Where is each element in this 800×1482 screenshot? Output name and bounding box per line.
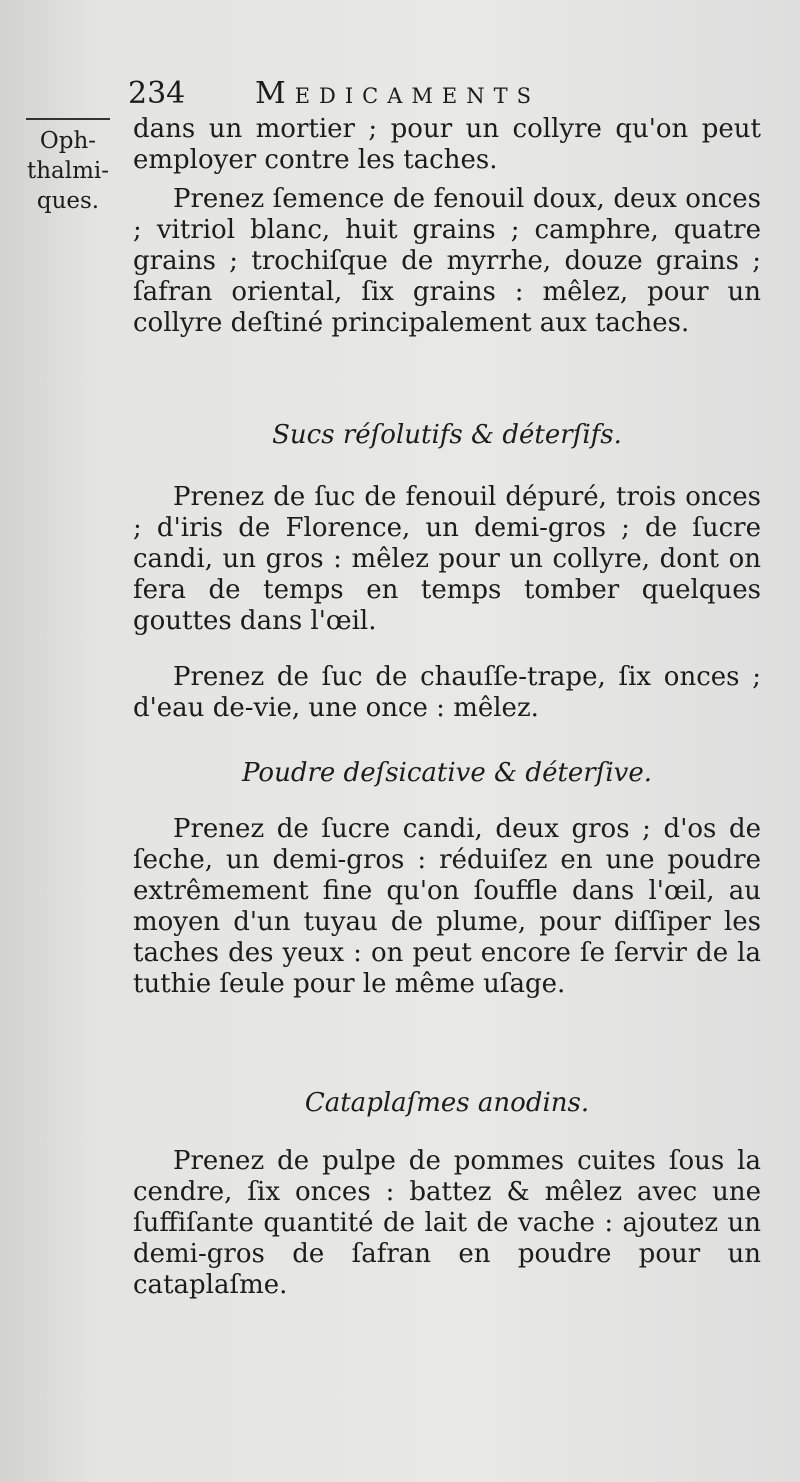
recipe-sucs-2-text: Prenez de ſuc de chauſſe-trape, ſix onces ; d'eau de-vie, une once : mêlez.: [133, 662, 761, 723]
paragraph-recipe-cataplasme: [133, 1146, 761, 1301]
section-heading-cataplasmes: Cataplaſmes anodins.: [304, 1088, 590, 1118]
section-heading-sucs: Sucs réſolutifs & déterſifs.: [272, 420, 622, 450]
margin-note-line: thalmi-: [26, 158, 110, 184]
paragraph-recipe-fenouil: [133, 184, 761, 339]
margin-note-line: Oph-: [39, 128, 97, 154]
running-head: [120, 72, 720, 116]
paragraph-recipe-sucs-2: [133, 662, 761, 724]
intro-text: dans un mortier ; pour un collyre qu'on peut employer contre les taches.: [133, 114, 761, 175]
recipe-poudre-text: Prenez de ſucre candi, deux gros ; d'os de ſeche, un demi-gros : réduiſez en une poudre extrêmement fine qu'on ſouffle dans l'œil, au moyen d'un tuyau de plume, pour diſſiper les taches des yeux : on peut encore ſe ſervir de la tuthie ſeule pour le même uſage.: [133, 814, 761, 999]
recipe-cataplasme-text: Prenez de pulpe de pommes cuites ſous la cendre, ſix onces : battez & mêlez avec une ſuffiſante quantité de lait de vache : ajoutez un demi-gros de ſafran en poudre pour un cataplaſme.: [133, 1146, 761, 1300]
margin-note-line: ques.: [36, 188, 100, 214]
paragraph-recipe-poudre: [133, 814, 761, 1000]
page-number: 234: [128, 76, 186, 111]
paragraph-recipe-sucs-1: [133, 482, 761, 637]
recipe-fenouil-text: Prenez ſemence de fenouil doux, deux onces ; vitriol blanc, huit grains ; camphre, quatre grains ; trochiſque de myrrhe, douze grains ; ſafran oriental, ſix grains : mêlez, pour un collyre deſtiné principalement aux taches.: [133, 184, 761, 338]
section-heading-poudre: Poudre deſsicative & déterſive.: [241, 758, 653, 788]
paragraph-intro: [133, 114, 761, 176]
margin-rule: [26, 118, 110, 120]
margin-note: [18, 126, 118, 216]
running-title: Medicaments: [255, 76, 541, 111]
recipe-sucs-1-text: Prenez de ſuc de fenouil dépuré, trois onces ; d'iris de Florence, un demi-gros ; de ſucre candi, un gros : mêlez pour un collyre, dont on fera de temps en temps tomber quelques gouttes dans l'œil.: [133, 482, 761, 636]
